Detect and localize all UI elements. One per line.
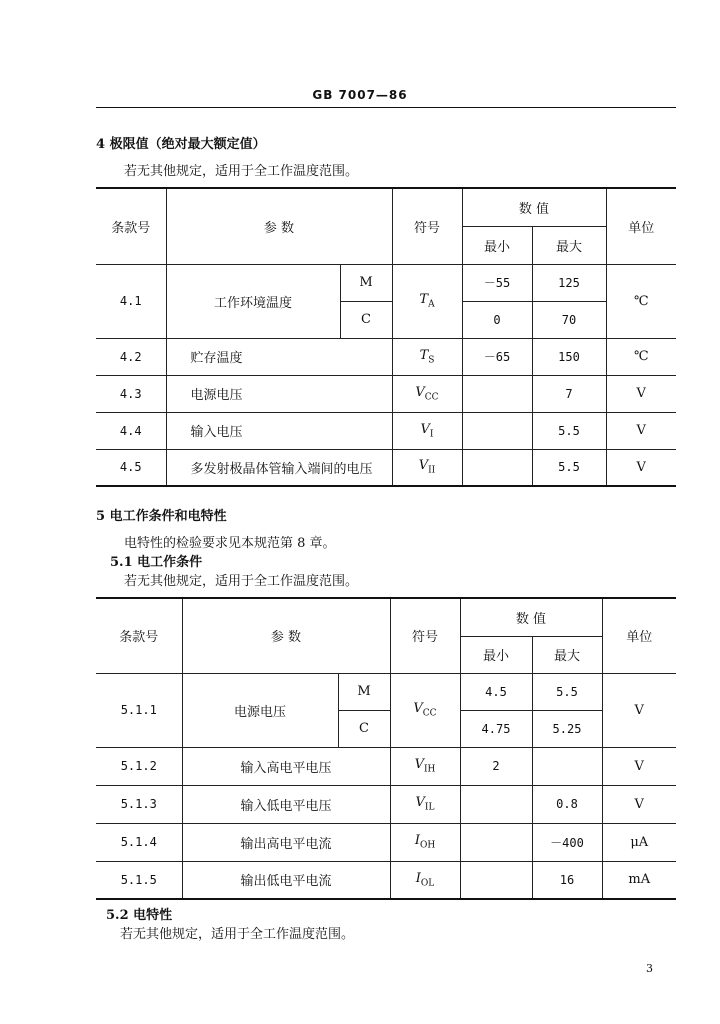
min-5-1-1-m: 4.5 (460, 673, 532, 710)
max-5-1-1-m: 5.5 (532, 673, 602, 710)
header-symbol: 符号 (390, 598, 460, 673)
document-number: GB 7007—86 (312, 88, 408, 102)
symbol-4-5: $V_{II}$ (392, 449, 462, 486)
section-5-1-title: 5.1 电工作条件 (110, 555, 203, 570)
max-5-1-2 (532, 747, 602, 785)
section-5-2-intro: 若无其他规定，适用于全工作温度范围。 (120, 927, 355, 942)
max-4-1-c: 70 (532, 301, 606, 338)
symbol-5-1-3: $V_{IL}$ (390, 785, 460, 823)
param-4-4: 输入电压 (166, 412, 392, 449)
min-4-5 (462, 449, 532, 486)
max-4-1-m: 125 (532, 264, 606, 301)
unit-4-2: ℃ (606, 338, 676, 375)
param-5-1-1: 电源电压 (182, 673, 338, 747)
max-5-1-3: 0.8 (532, 785, 602, 823)
header-parameter: 参 数 (182, 598, 390, 673)
grade-m: M (338, 673, 390, 710)
symbol-4-4: $V_I$ (392, 412, 462, 449)
min-4-1-m: －55 (462, 264, 532, 301)
header-parameter: 参 数 (166, 188, 392, 264)
unit-5-1-3: V (602, 785, 676, 823)
unit-5-1-5: mA (602, 861, 676, 899)
header-symbol: 符号 (392, 188, 462, 264)
header-value: 数 值 (460, 598, 602, 636)
section-5-2-title: 5.2 电特性 (106, 908, 173, 923)
unit-4-1: ℃ (606, 264, 676, 338)
unit-4-4: V (606, 412, 676, 449)
min-4-4 (462, 412, 532, 449)
max-4-4: 5.5 (532, 412, 606, 449)
header-clause: 条款号 (96, 188, 166, 264)
param-5-1-4: 输出高电平电流 (182, 823, 390, 861)
section-5-intro: 电特性的检验要求见本规范第 8 章。 (124, 536, 336, 551)
symbol-5-1-5: $I_{OL}$ (390, 861, 460, 899)
grade-c: C (338, 710, 390, 747)
unit-4-5: V (606, 449, 676, 486)
unit-5-1-2: V (602, 747, 676, 785)
unit-5-1-4: μA (602, 823, 676, 861)
header-clause: 条款号 (96, 598, 182, 673)
param-5-1-2: 输入高电平电压 (182, 747, 390, 785)
max-4-5: 5.5 (532, 449, 606, 486)
max-5-1-5: 16 (532, 861, 602, 899)
grade-c: C (340, 301, 392, 338)
grade-m: M (340, 264, 392, 301)
header-max: 最大 (532, 636, 602, 673)
clause-5-1-2: 5.1.2 (96, 747, 182, 785)
clause-4-5: 4.5 (96, 449, 166, 486)
min-4-1-c: 0 (462, 301, 532, 338)
header-rule (96, 107, 676, 108)
section-5-1-intro: 若无其他规定，适用于全工作温度范围。 (124, 574, 359, 589)
header-min: 最小 (460, 636, 532, 673)
clause-5-1-1: 5.1.1 (96, 673, 182, 747)
page-number: 3 (646, 962, 653, 975)
min-4-3 (462, 375, 532, 412)
param-4-2: 贮存温度 (166, 338, 392, 375)
max-5-1-4: －400 (532, 823, 602, 861)
param-4-1: 工作环境温度 (166, 264, 340, 338)
min-5-1-5 (460, 861, 532, 899)
max-5-1-1-c: 5.25 (532, 710, 602, 747)
clause-4-4: 4.4 (96, 412, 166, 449)
section-4-intro: 若无其他规定，适用于全工作温度范围。 (124, 164, 359, 179)
clause-4-2: 4.2 (96, 338, 166, 375)
clause-4-3: 4.3 (96, 375, 166, 412)
param-5-1-5: 输出低电平电流 (182, 861, 390, 899)
clause-4-1: 4.1 (96, 264, 166, 338)
header-min: 最小 (462, 226, 532, 264)
max-4-3: 7 (532, 375, 606, 412)
section-4-title: 4 极限值（绝对最大额定值） (96, 137, 266, 152)
symbol-5-1-2: $V_{IH}$ (390, 747, 460, 785)
limits-table (96, 187, 676, 487)
symbol-4-1: $T_A$ (392, 264, 462, 338)
unit-5-1-1: V (602, 673, 676, 747)
symbol-5-1-4: $I_{OH}$ (390, 823, 460, 861)
symbol-5-1-1: $V_{CC}$ (390, 673, 460, 747)
header-value: 数 值 (462, 188, 606, 226)
min-5-1-1-c: 4.75 (460, 710, 532, 747)
header-unit: 单位 (602, 598, 676, 673)
max-4-2: 150 (532, 338, 606, 375)
min-4-2: －65 (462, 338, 532, 375)
min-5-1-4 (460, 823, 532, 861)
param-5-1-3: 输入低电平电压 (182, 785, 390, 823)
clause-5-1-3: 5.1.3 (96, 785, 182, 823)
header-unit: 单位 (606, 188, 676, 264)
symbol-4-3: $V_{CC}$ (392, 375, 462, 412)
section-5-title: 5 电工作条件和电特性 (96, 509, 227, 524)
min-5-1-3 (460, 785, 532, 823)
operating-conditions-table (96, 597, 676, 900)
clause-5-1-4: 5.1.4 (96, 823, 182, 861)
header-max: 最大 (532, 226, 606, 264)
param-4-5: 多发射极晶体管输入端间的电压 (166, 449, 392, 486)
min-5-1-2: 2 (460, 747, 532, 785)
clause-5-1-5: 5.1.5 (96, 861, 182, 899)
unit-4-3: V (606, 375, 676, 412)
param-4-3: 电源电压 (166, 375, 392, 412)
symbol-4-2: $T_S$ (392, 338, 462, 375)
